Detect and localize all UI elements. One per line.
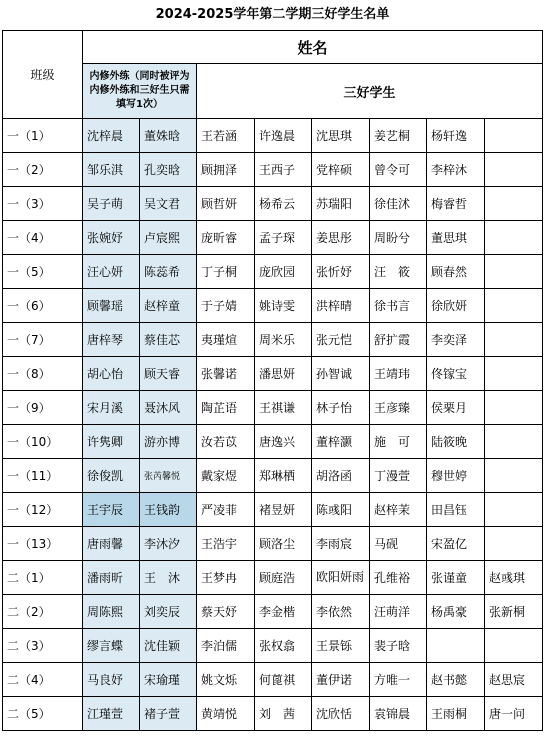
three-good-cell: 陶芷语 bbox=[197, 391, 255, 425]
three-good-cell: 汝若苡 bbox=[197, 425, 255, 459]
internal-training-cell: 张婉妤 bbox=[83, 221, 140, 255]
table-row bbox=[3, 459, 543, 493]
three-good-cell bbox=[485, 357, 543, 391]
three-good-cell: 李奕泽 bbox=[427, 323, 485, 357]
three-good-cell: 姚诗雯 bbox=[255, 289, 312, 323]
class-cell: 一（7） bbox=[3, 323, 83, 357]
internal-training-cell: 刘奕辰 bbox=[140, 595, 197, 629]
three-good-cell bbox=[485, 221, 543, 255]
internal-training-cell: 聂沐风 bbox=[140, 391, 197, 425]
three-good-cell: 姚文烁 bbox=[197, 663, 255, 697]
three-good-cell: 唐逸兴 bbox=[255, 425, 312, 459]
three-good-cell: 戴家煜 bbox=[197, 459, 255, 493]
three-good-cell: 何蓖祺 bbox=[255, 663, 312, 697]
three-good-cell: 严凌菲 bbox=[197, 493, 255, 527]
three-good-cell: 许逸晨 bbox=[255, 119, 312, 153]
three-good-cell: 顾洛尘 bbox=[255, 527, 312, 561]
three-good-cell: 陈彧阳 bbox=[312, 493, 370, 527]
three-good-cell: 沈思琪 bbox=[312, 119, 370, 153]
three-good-cell: 张忻妤 bbox=[312, 255, 370, 289]
class-cell: 一（10） bbox=[3, 425, 83, 459]
internal-training-header: 内修外练（同时被评为内修外练和三好生只需填写1次） bbox=[83, 64, 197, 119]
internal-training-cell: 王 沐 bbox=[140, 561, 197, 595]
table-row bbox=[3, 629, 543, 663]
three-good-cell: 杨轩逸 bbox=[427, 119, 485, 153]
table-row bbox=[3, 357, 543, 391]
three-good-cell: 李依然 bbox=[312, 595, 370, 629]
three-good-cell: 张谨童 bbox=[427, 561, 485, 595]
three-good-cell: 赵思宸 bbox=[485, 663, 543, 697]
three-good-cell: 张权翕 bbox=[255, 629, 312, 663]
table-row bbox=[3, 221, 543, 255]
three-good-cell: 梅睿哲 bbox=[427, 187, 485, 221]
three-good-cell: 孟子琛 bbox=[255, 221, 312, 255]
three-good-cell: 徐佳沭 bbox=[370, 187, 427, 221]
three-good-cell: 赵书懿 bbox=[427, 663, 485, 697]
three-good-cell: 汪 筱 bbox=[370, 255, 427, 289]
internal-training-cell: 董姝晗 bbox=[140, 119, 197, 153]
three-good-cell: 赵梓茉 bbox=[370, 493, 427, 527]
internal-training-cell: 吴子萌 bbox=[83, 187, 140, 221]
internal-training-cell: 江瑾萱 bbox=[83, 697, 140, 731]
three-good-cell: 王彦臻 bbox=[370, 391, 427, 425]
class-cell: 二（3） bbox=[3, 629, 83, 663]
class-cell: 一（6） bbox=[3, 289, 83, 323]
three-good-cell: 王靖玮 bbox=[370, 357, 427, 391]
internal-training-cell: 胡心怡 bbox=[83, 357, 140, 391]
internal-training-cell: 游亦博 bbox=[140, 425, 197, 459]
table-row bbox=[3, 119, 543, 153]
three-good-cell: 洪梓晴 bbox=[312, 289, 370, 323]
three-good-cell: 沈欣恬 bbox=[312, 697, 370, 731]
class-cell: 二（5） bbox=[3, 697, 83, 731]
three-good-cell: 党梓硕 bbox=[312, 153, 370, 187]
three-good-cell: 欧阳妍雨 bbox=[312, 561, 370, 595]
three-good-cell: 王梦冉 bbox=[197, 561, 255, 595]
class-cell: 二（1） bbox=[3, 561, 83, 595]
three-good-cell: 苏瑞阳 bbox=[312, 187, 370, 221]
three-good-cell: 侯栗月 bbox=[427, 391, 485, 425]
internal-training-cell: 吴文君 bbox=[140, 187, 197, 221]
three-good-cell: 潘思妍 bbox=[255, 357, 312, 391]
three-good-cell bbox=[485, 289, 543, 323]
three-good-cell: 丁漫萱 bbox=[370, 459, 427, 493]
three-good-cell bbox=[485, 459, 543, 493]
internal-training-cell: 邹乐淇 bbox=[83, 153, 140, 187]
internal-training-cell: 宋瑜瑾 bbox=[140, 663, 197, 697]
three-good-cell: 唐一问 bbox=[485, 697, 543, 731]
internal-training-cell: 唐梓琴 bbox=[83, 323, 140, 357]
three-good-cell: 曾令可 bbox=[370, 153, 427, 187]
class-cell: 一（8） bbox=[3, 357, 83, 391]
three-good-cell bbox=[485, 425, 543, 459]
three-good-cell: 李梓沐 bbox=[427, 153, 485, 187]
internal-training-cell: 许隽卿 bbox=[83, 425, 140, 459]
three-good-cell: 穆世婷 bbox=[427, 459, 485, 493]
page-title: 2024-2025学年第二学期三好学生名单 bbox=[155, 7, 390, 22]
three-good-cell bbox=[485, 255, 543, 289]
table-row bbox=[3, 289, 543, 323]
three-good-cell: 顾春然 bbox=[427, 255, 485, 289]
table-row bbox=[3, 493, 543, 527]
three-good-cell: 王雨桐 bbox=[427, 697, 485, 731]
three-good-cell: 周米乐 bbox=[255, 323, 312, 357]
internal-training-cell: 褚子萱 bbox=[140, 697, 197, 731]
three-good-cell: 赵彧琪 bbox=[485, 561, 543, 595]
three-good-cell: 董思琪 bbox=[427, 221, 485, 255]
three-good-cell: 刘 茜 bbox=[255, 697, 312, 731]
three-good-cell: 汪萌洋 bbox=[370, 595, 427, 629]
class-cell: 二（4） bbox=[3, 663, 83, 697]
three-good-cell: 姜艺桐 bbox=[370, 119, 427, 153]
three-good-cell bbox=[485, 153, 543, 187]
three-good-cell bbox=[485, 119, 543, 153]
class-cell: 二（2） bbox=[3, 595, 83, 629]
three-good-cell bbox=[485, 391, 543, 425]
table-row bbox=[3, 561, 543, 595]
three-good-cell: 夷瑾煊 bbox=[197, 323, 255, 357]
internal-training-cell: 顾馨瑶 bbox=[83, 289, 140, 323]
three-good-cell: 姜思彤 bbox=[312, 221, 370, 255]
three-good-cell bbox=[485, 323, 543, 357]
three-good-cell: 孔维裕 bbox=[370, 561, 427, 595]
table-row bbox=[3, 663, 543, 697]
three-good-cell: 孙智诚 bbox=[312, 357, 370, 391]
three-good-cell: 徐欣妍 bbox=[427, 289, 485, 323]
three-good-cell: 王祺谦 bbox=[255, 391, 312, 425]
three-good-cell: 舒扩霞 bbox=[370, 323, 427, 357]
three-good-cell: 宋盈亿 bbox=[427, 527, 485, 561]
three-good-cell: 张元恺 bbox=[312, 323, 370, 357]
internal-training-cell: 蔡佳芯 bbox=[140, 323, 197, 357]
class-cell: 一（3） bbox=[3, 187, 83, 221]
internal-training-cell: 宋月溪 bbox=[83, 391, 140, 425]
internal-training-cell: 张芮馨悦 bbox=[140, 459, 197, 493]
three-good-cell: 庞昕睿 bbox=[197, 221, 255, 255]
internal-training-cell: 周陈熙 bbox=[83, 595, 140, 629]
three-good-cell bbox=[485, 187, 543, 221]
three-good-cell: 裴子晗 bbox=[370, 629, 427, 663]
internal-training-cell: 马良妤 bbox=[83, 663, 140, 697]
three-good-cell: 李泊儒 bbox=[197, 629, 255, 663]
three-good-header: 三好学生 bbox=[197, 64, 543, 119]
three-good-cell: 于子婧 bbox=[197, 289, 255, 323]
honor-roll-table bbox=[2, 30, 543, 731]
three-good-cell: 施 可 bbox=[370, 425, 427, 459]
name-header: 姓名 bbox=[83, 31, 543, 64]
internal-training-cell: 沈佳颖 bbox=[140, 629, 197, 663]
three-good-cell: 郑琳栖 bbox=[255, 459, 312, 493]
three-good-cell: 王浩宇 bbox=[197, 527, 255, 561]
three-good-cell: 周盼兮 bbox=[370, 221, 427, 255]
table-row bbox=[3, 187, 543, 221]
three-good-cell: 杨禹豪 bbox=[427, 595, 485, 629]
three-good-cell: 李金楷 bbox=[255, 595, 312, 629]
class-header: 班级 bbox=[3, 31, 83, 119]
table-row bbox=[3, 255, 543, 289]
class-cell: 一（1） bbox=[3, 119, 83, 153]
internal-training-cell: 孔奕晗 bbox=[140, 153, 197, 187]
three-good-cell: 庞欣园 bbox=[255, 255, 312, 289]
three-good-cell bbox=[485, 527, 543, 561]
internal-training-cell: 卢宸熙 bbox=[140, 221, 197, 255]
three-good-cell: 佟镓宝 bbox=[427, 357, 485, 391]
three-good-cell: 田昌钰 bbox=[427, 493, 485, 527]
table-row bbox=[3, 391, 543, 425]
internal-training-cell: 陈蕊希 bbox=[140, 255, 197, 289]
three-good-cell: 杨希云 bbox=[255, 187, 312, 221]
three-good-cell: 胡洛函 bbox=[312, 459, 370, 493]
table-row bbox=[3, 425, 543, 459]
three-good-cell: 林子怡 bbox=[312, 391, 370, 425]
three-good-cell bbox=[485, 629, 543, 663]
three-good-cell: 褚昱妍 bbox=[255, 493, 312, 527]
table-row bbox=[3, 595, 543, 629]
table-row bbox=[3, 153, 543, 187]
three-good-cell: 李雨宸 bbox=[312, 527, 370, 561]
three-good-cell: 董梓灏 bbox=[312, 425, 370, 459]
three-good-cell: 徐书言 bbox=[370, 289, 427, 323]
class-cell: 一（5） bbox=[3, 255, 83, 289]
internal-training-cell: 王钱韵 bbox=[140, 493, 197, 527]
three-good-cell: 张新桐 bbox=[485, 595, 543, 629]
three-good-cell: 王西子 bbox=[255, 153, 312, 187]
class-cell: 一（4） bbox=[3, 221, 83, 255]
internal-training-cell: 潘雨昕 bbox=[83, 561, 140, 595]
three-good-cell: 王若涵 bbox=[197, 119, 255, 153]
internal-training-cell: 汪心妍 bbox=[83, 255, 140, 289]
three-good-cell: 蔡天妤 bbox=[197, 595, 255, 629]
class-cell: 一（12） bbox=[3, 493, 83, 527]
three-good-cell: 方唯一 bbox=[370, 663, 427, 697]
three-good-cell: 顾拥泽 bbox=[197, 153, 255, 187]
three-good-cell: 马砚 bbox=[370, 527, 427, 561]
three-good-cell: 顾庭浩 bbox=[255, 561, 312, 595]
class-cell: 一（11） bbox=[3, 459, 83, 493]
three-good-cell: 陆筱晚 bbox=[427, 425, 485, 459]
internal-training-cell: 赵梓童 bbox=[140, 289, 197, 323]
three-good-cell bbox=[485, 493, 543, 527]
three-good-cell: 丁子桐 bbox=[197, 255, 255, 289]
internal-training-cell: 缪言蝶 bbox=[83, 629, 140, 663]
internal-training-cell: 李沐汐 bbox=[140, 527, 197, 561]
internal-training-cell: 沈梓晨 bbox=[83, 119, 140, 153]
class-cell: 一（9） bbox=[3, 391, 83, 425]
three-good-cell: 董伊诺 bbox=[312, 663, 370, 697]
three-good-cell: 王景铄 bbox=[312, 629, 370, 663]
internal-training-cell: 徐俊凯 bbox=[83, 459, 140, 493]
class-cell: 一（13） bbox=[3, 527, 83, 561]
three-good-cell: 袁锦晨 bbox=[370, 697, 427, 731]
class-cell: 一（2） bbox=[3, 153, 83, 187]
table-row bbox=[3, 527, 543, 561]
internal-training-cell: 顾天睿 bbox=[140, 357, 197, 391]
three-good-cell: 顾哲妍 bbox=[197, 187, 255, 221]
internal-training-cell: 唐雨馨 bbox=[83, 527, 140, 561]
internal-training-cell: 王宇辰 bbox=[83, 493, 140, 527]
table-row bbox=[3, 323, 543, 357]
three-good-cell bbox=[427, 629, 485, 663]
three-good-cell: 张馨诺 bbox=[197, 357, 255, 391]
table-row bbox=[3, 697, 543, 731]
three-good-cell: 黄靖悦 bbox=[197, 697, 255, 731]
